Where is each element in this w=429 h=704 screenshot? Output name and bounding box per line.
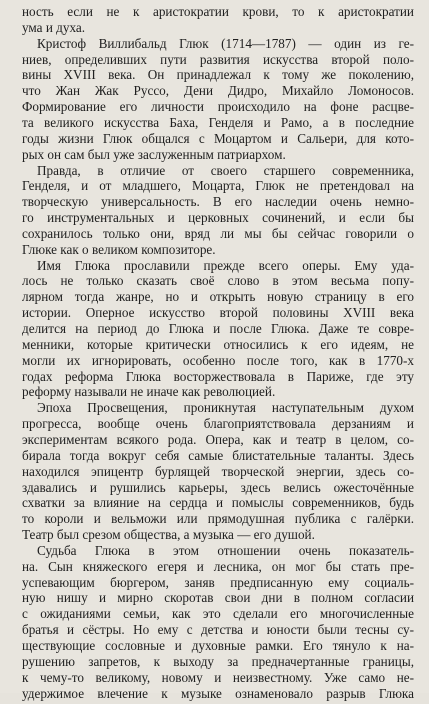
text-line: лярном тогда жанре, но и открыть новую страницу в его	[22, 289, 414, 305]
text-line: то короли и вельможи или прямодушная публика с галёрки.	[22, 511, 414, 527]
text-line: Правда, в отличие от своего старшего современника,	[37, 162, 414, 178]
text-line: с ожиданиями семьи, как это сделали его многочисленные	[22, 606, 414, 622]
text-line: лось не только сказать своё слово в этом весьма попу-	[22, 273, 414, 289]
text-line: годах реформа Глюка восторжествовала в Париже, где эту	[22, 368, 414, 384]
text-line: рых он сам был уже заслуженным патриархом.	[22, 146, 286, 162]
text-line: творческую универсальность. В его наследии очень немно-	[22, 194, 414, 210]
text-line: сохранилось только они, вряд ли мы бы сейчас говорили о	[22, 225, 414, 241]
text-line: успевающим бюргером, заняв предписанную ему социаль-	[22, 574, 414, 590]
text-line: схватки за влияние на сердца и помыслы современников, будь	[22, 495, 414, 511]
text-line: та великого искусства Баха, Генделя и Рамо, а в последние	[22, 114, 414, 130]
text-line: Эпоха Просвещения, проникнутая наступательным духом	[37, 400, 414, 416]
text-line: прогресса, вообще очень благоприятствовала дерзаниям и	[22, 416, 414, 432]
text-line: братья и сёстры. Но ему с детства и юности были тесны су-	[22, 622, 414, 638]
text-line: на. Сын княжеского егеря и лесника, он мог бы стать пре-	[22, 558, 414, 574]
text-line: Кристоф Виллибальд Глюк (1714—1787) — один из ге-	[37, 35, 414, 51]
text-line: находился эпицентр бурлящей творческой энергии, здесь со-	[22, 463, 414, 479]
text-line: ществующие сословные и духовные рамки. Его тянуло к на-	[22, 638, 414, 653]
text-line: ную нишу и мирно скоротав свои дни в полном согласии	[22, 590, 414, 606]
text-line: ниев, определивших пути развития искусства второй поло-	[22, 51, 414, 67]
text-line: Генделя, и от младшего, Моцарта, Глюк не претендовал на	[22, 178, 414, 194]
text-line: Имя Глюка прославили прежде всего оперы. Ему уда-	[37, 257, 414, 273]
text-line: ума и духа.	[22, 19, 86, 35]
text-line: годы жизни Глюк общался с Моцартом и Сальери, для кото-	[22, 130, 414, 146]
text-line: го инструментальных и церковных сочинений, и если бы	[22, 210, 414, 226]
text-line: ность если не к аристократии крови, то к аристократии	[22, 4, 414, 19]
text-line: могли их игнорировать, особенно после того, как в 1770-х	[22, 352, 414, 368]
text-line: здавались и рушились карьеры, здесь велись ожесточённые	[22, 479, 414, 495]
text-line: Формирование его личности происходило на фоне расцве-	[22, 99, 414, 115]
text-line: вины XVIII века. Он принадлежал к тому же поколению,	[22, 67, 414, 83]
text-line: истории. Оперное искусство второй половины XVIII века	[22, 305, 414, 321]
text-line: делится на период до Глюка и после Глюка. Даже те совре-	[22, 321, 414, 336]
text-line: к чему-то великому, новому и неизвестному. Уже само не-	[22, 669, 414, 685]
text-line: рушению запретов, к выходу за предначертанные границы,	[22, 653, 414, 669]
text-line: экспериментам всякого рода. Опера, как и театр в целом, со-	[22, 431, 414, 447]
text-line: что Жан Жак Руссо, Дени Дидро, Михайло Ломоносов.	[22, 83, 414, 99]
text-line: Театр был срезом общества, а музыка — его душой.	[22, 527, 315, 543]
text-line: менники, которые критически относились к его идеям, не	[22, 336, 414, 352]
text-line: Судьба Глюка в этом отношении очень показатель-	[37, 542, 414, 558]
text-line: бирала тогда вокруг себя самые блистательные таланты. Здесь	[22, 447, 414, 463]
text-line: реформу называли не иначе как революцией.	[22, 384, 276, 400]
text-line: удержимое влечение к музыке ознаменовало разрыв Глюка	[22, 685, 414, 701]
text-line: Глюке как о великом композиторе.	[22, 241, 216, 257]
